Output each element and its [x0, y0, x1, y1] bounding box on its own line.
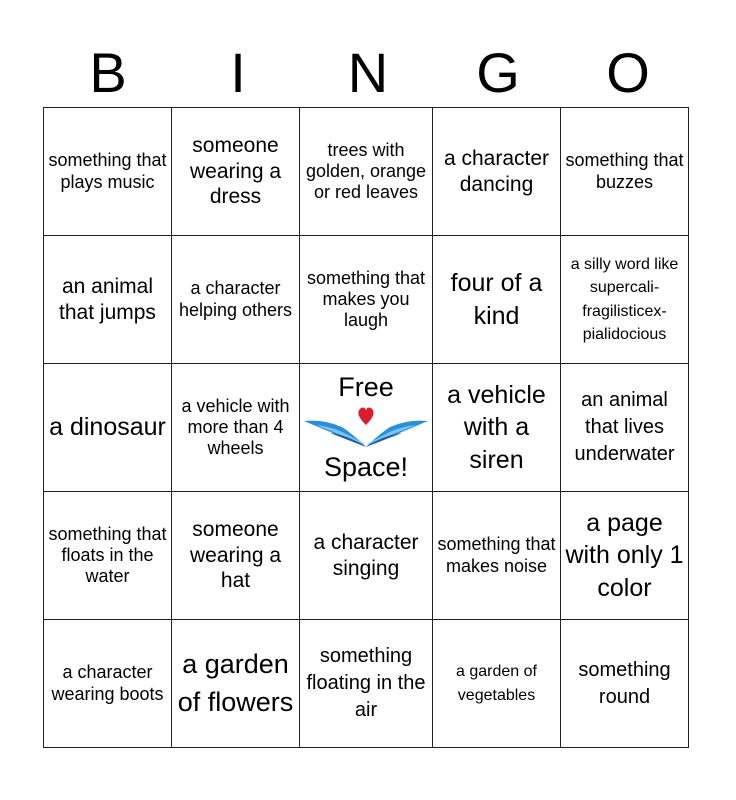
grid-row [44, 108, 689, 236]
free-space-cell[interactable] [300, 364, 433, 492]
header-letter-g: G [476, 41, 520, 104]
bingo-cell[interactable]: a silly word like supercali-fragilisticex-pialidocious [561, 236, 689, 364]
bingo-grid [43, 107, 689, 748]
grid-row [44, 364, 689, 492]
header-letter-n: N [347, 41, 389, 104]
bingo-cell[interactable]: something that floats in the water [44, 492, 172, 620]
bingo-cell[interactable]: a character singing [300, 492, 433, 620]
bingo-cell[interactable]: a dinosaur [44, 364, 172, 492]
bingo-cell[interactable]: a character dancing [433, 108, 561, 236]
bingo-cell[interactable]: something round [561, 620, 689, 748]
bingo-cell[interactable]: a garden of flowers [172, 620, 300, 748]
bingo-cell[interactable]: someone wearing a dress [172, 108, 300, 236]
grid-row [44, 236, 689, 364]
bingo-cell[interactable]: a vehicle with a siren [433, 364, 561, 492]
header-letter-o: O [606, 41, 650, 104]
bingo-cell[interactable]: a character helping others [172, 236, 300, 364]
bingo-cell[interactable]: a garden of vegetables [433, 620, 561, 748]
header-letter-i: I [230, 41, 246, 104]
bingo-cell[interactable]: a page with only 1 color [561, 492, 689, 620]
bingo-header [43, 38, 693, 108]
bingo-cell[interactable]: an animal that jumps [44, 236, 172, 364]
bingo-cell[interactable]: something that plays music [44, 108, 172, 236]
bingo-cell[interactable]: a vehicle with more than 4 wheels [172, 364, 300, 492]
bingo-cell[interactable]: an animal that lives underwater [561, 364, 689, 492]
bingo-cell[interactable]: something that makes you laugh [300, 236, 433, 364]
bingo-cell[interactable]: something floating in the air [300, 620, 433, 748]
bingo-cell[interactable]: a character wearing boots [44, 620, 172, 748]
bingo-cell[interactable]: something that makes noise [433, 492, 561, 620]
header-letter-b: B [89, 41, 127, 104]
heart-wings-icon [304, 405, 428, 451]
bingo-cell[interactable]: someone wearing a hat [172, 492, 300, 620]
grid-row [44, 620, 689, 748]
grid-row [44, 492, 689, 620]
bingo-cell[interactable]: something that buzzes [561, 108, 689, 236]
free-space-label-bottom: Space! [323, 451, 409, 482]
bingo-cell[interactable]: four of a kind [433, 236, 561, 364]
free-space-label-top: Free [338, 371, 394, 402]
bingo-cell[interactable]: trees with golden, orange or red leaves [300, 108, 433, 236]
